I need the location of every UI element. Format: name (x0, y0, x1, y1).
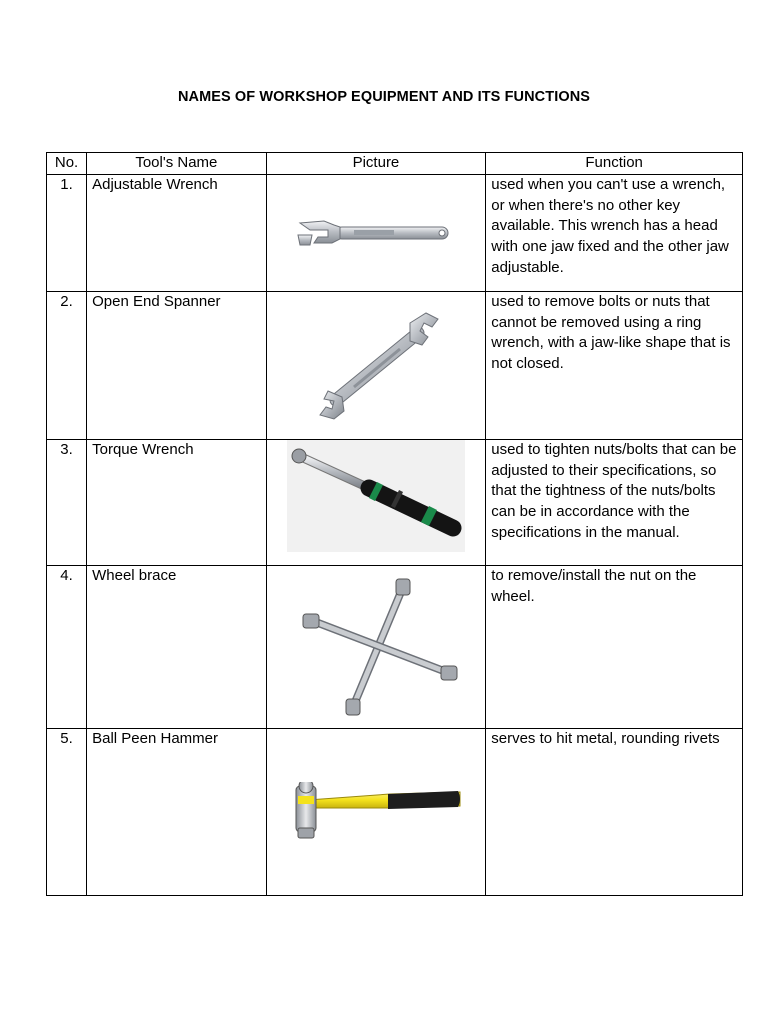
tool-function: used to tighten nuts/bolts that can be adjusted to their specifications, so that the tightness of the nuts/bolts can be in accordance with the specifications in the manual. (486, 439, 743, 565)
row-number: 5. (47, 728, 87, 895)
ball-peen-hammer-icon (290, 782, 462, 842)
tool-name: Open End Spanner (87, 291, 267, 439)
table-row (47, 728, 743, 895)
table-row (47, 174, 743, 291)
torque-wrench-icon (287, 440, 465, 552)
open-end-spanner-icon (306, 305, 446, 425)
page-title: NAMES OF WORKSHOP EQUIPMENT AND ITS FUNCTIONS (177, 89, 591, 105)
adjustable-wrench-icon (296, 213, 456, 253)
table-row (47, 565, 743, 728)
tool-function: to remove/install the nut on the wheel. (486, 565, 743, 728)
wheel-brace-icon (291, 577, 461, 717)
table-row (47, 439, 743, 565)
tool-picture-cell (266, 291, 486, 439)
tool-function: used to remove bolts or nuts that cannot be removed using a ring wrench, with a jaw-like shape that is not closed. (486, 291, 743, 439)
header-name: Tool's Name (87, 153, 267, 175)
header-function: Function (486, 153, 743, 175)
tool-name: Torque Wrench (87, 439, 267, 565)
header-picture: Picture (266, 153, 486, 175)
tool-name: Ball Peen Hammer (87, 728, 267, 895)
tool-function: serves to hit metal, rounding rivets (486, 728, 743, 895)
tool-name: Wheel brace (87, 565, 267, 728)
tool-function: used when you can't use a wrench, or when there's no other key available. This wrench has a head with one jaw fixed and the other jaw adjustable. (486, 174, 743, 291)
table-header-row (47, 153, 743, 175)
row-number: 4. (47, 565, 87, 728)
header-no: No. (47, 153, 87, 175)
tool-picture-cell (266, 439, 486, 565)
tool-name: Adjustable Wrench (87, 174, 267, 291)
row-number: 2. (47, 291, 87, 439)
row-number: 1. (47, 174, 87, 291)
row-number: 3. (47, 439, 87, 565)
table-row (47, 291, 743, 439)
equipment-table (46, 152, 743, 896)
tool-picture-cell (266, 728, 486, 895)
tool-picture-cell (266, 174, 486, 291)
tool-picture-cell (266, 565, 486, 728)
